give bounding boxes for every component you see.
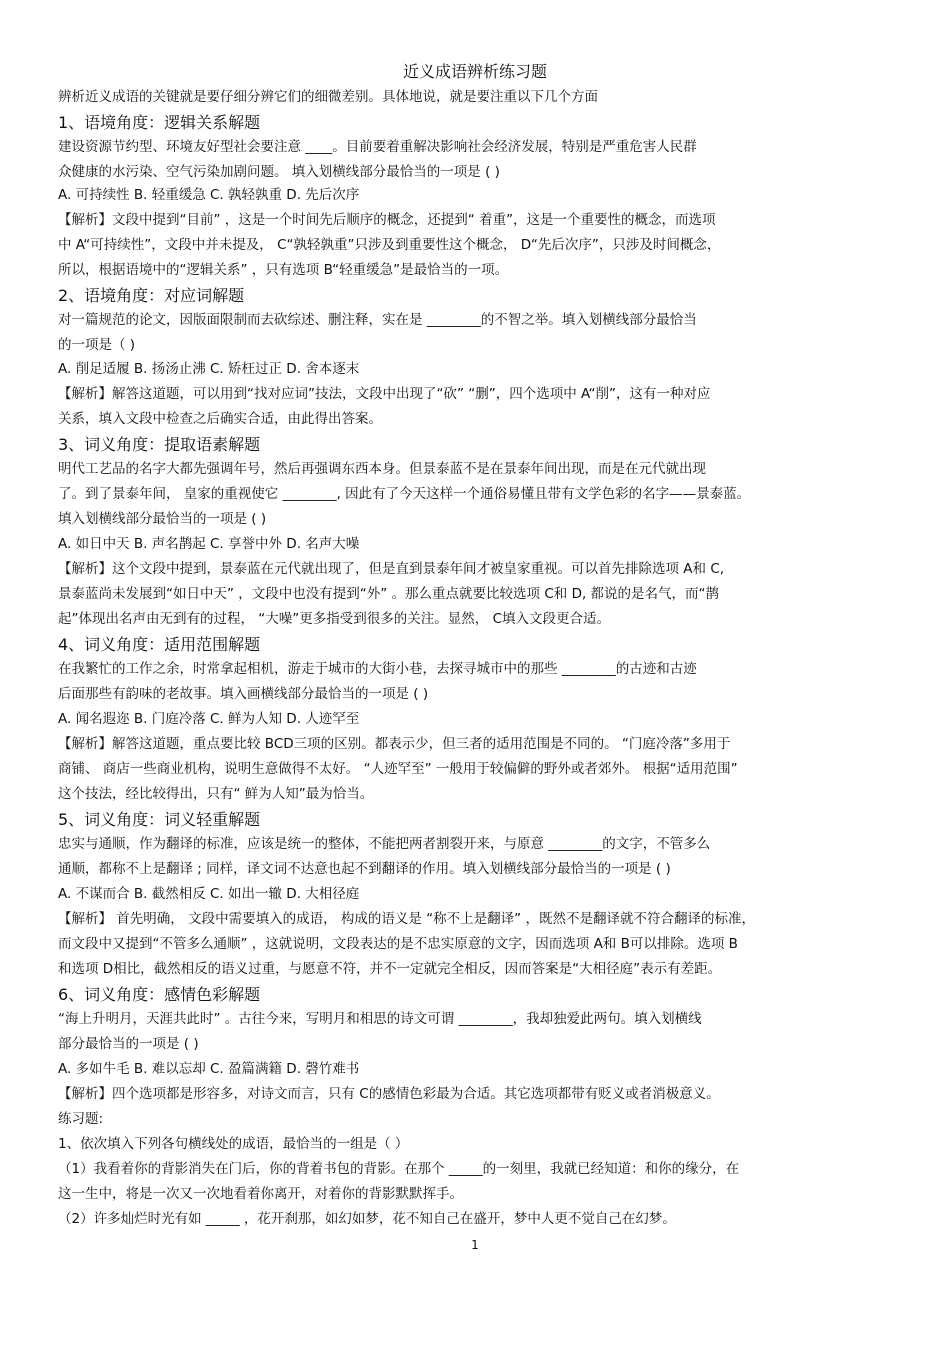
text-line: 所以，根据语境中的“逻辑关系” ，只有选项 B“轻重缓急”是最恰当的一项。 (58, 262, 509, 278)
text-line: 景泰蓝尚未发展到“如日中天” ，文段中也没有提到“外” 。那么重点就要比较选项 C和 D, 都说的是名气，而“鹊 (58, 586, 720, 602)
text-line: （1）我看着你的背影消失在门后，你的背着书包的背影。在那个 _____的一刻里，我就已经知道：和你的缘分，在 (58, 1161, 740, 1177)
text-line: 【解析】这个文段中提到，景泰蓝在元代就出现了，但是直到景泰年间才被皇家重视。可以首先排除选项 A和 C, (58, 561, 725, 577)
text-line: 【解析】四个选项都是形容多，对诗文而言，只有 C的感情色彩最为合适。其它选项都带有贬义或者消极意义。 (58, 1086, 720, 1102)
text-line: 【解析】解答这道题，可以用到“找对应词”技法，文段中出现了“砍” “删”，四个选项中 A“削”，这有一种对应 (58, 386, 711, 402)
section-heading: 2、语境角度：对应词解题 (58, 286, 245, 305)
section-heading: 5、词义角度：词义轻重解题 (58, 810, 261, 829)
text-line: 部分最恰当的一项是 ( ) (58, 1036, 199, 1052)
text-line: 而文段中又提到“不管多么通顺” ，这就说明，文段表达的是不忠实原意的文字，因而选项 A和 B可以排除。选项 B (58, 936, 738, 952)
text-line: A. 不谋而合 B. 截然相反 C. 如出一辙 D. 大相径庭 (58, 886, 360, 902)
text-line: A. 可持续性 B. 轻重缓急 C. 孰轻孰重 D. 先后次序 (58, 187, 360, 203)
text-line: 这个技法，经比较得出，只有“ 鲜为人知”最为恰当。 (58, 786, 374, 802)
text-line: 【解析】 首先明确， 文段中需要填入的成语， 构成的语义是 “称不上是翻译” ，既然不是翻译就不符合翻译的标准， (58, 911, 755, 927)
text-line: 后面那些有韵味的老故事。填入画横线部分最恰当的一项是 ( ) (58, 686, 429, 702)
text-line: A. 削足适履 B. 扬汤止沸 C. 矫枉过正 D. 舍本逐末 (58, 361, 360, 377)
text-line: A. 如日中天 B. 声名鹊起 C. 享誉中外 D. 名声大噪 (58, 536, 360, 552)
text-line: 的一项是（ ) (58, 337, 136, 353)
text-line: 对一篇规范的论文，因版面限制而去砍综述、删注释，实在是 ________的不智之举。填入划横线部分最恰当 (58, 312, 697, 328)
text-line: 建设资源节约型、环境友好型社会要注意 ____。目前要着重解决影响社会经济发展，特别是严重危害人民群 (58, 139, 697, 155)
text-line: 众健康的水污染、空气污染加剧问题。 填入划横线部分最恰当的一项是 ( ) (58, 164, 500, 180)
text-line: 和选项 D相比，截然相反的语义过重，与愿意不符，并不一定就完全相反，因而答案是“大相径庭”表示有差距。 (58, 961, 722, 977)
text-line: 通顺，都称不上是翻译 ; 同样，译文词不达意也起不到翻译的作用。填入划横线部分最恰当的一项是 ( ) (58, 861, 671, 877)
text-line: 1、依次填入下列各句横线处的成语，最恰当的一组是（ ） (58, 1136, 409, 1152)
text-line: 中 A“可持续性”，文段中并未提及， C“孰轻孰重”只涉及到重要性这个概念， D“先后次序”，只涉及时间概念， (58, 237, 721, 253)
section-heading: 4、词义角度：适用范围解题 (58, 635, 261, 654)
text-line: 了。到了景泰年间， 皇家的重视使它 ________, 因此有了今天这样一个通俗易懂且带有文学色彩的名字——景泰蓝。 (58, 486, 751, 502)
text-line: 关系，填入文段中检查之后确实合适，由此得出答案。 (58, 411, 382, 427)
text-line: （2）许多灿烂时光有如 _____ ，花开刹那，如幻如梦，花不知自己在盛开，梦中人更不觉自己在幻梦。 (58, 1211, 676, 1227)
text-line: 起”体现出名声由无到有的过程， “大噪”更多指受到很多的关注。显然， C填入文段更合适。 (58, 611, 610, 627)
text-line: “海上升明月，天涯共此时” 。古往今来，写明月和相思的诗文可谓 ________，我却独爱此两句。填入划横线 (58, 1011, 702, 1027)
page-number: 1 (471, 1238, 479, 1252)
section-heading: 1、语境角度：逻辑关系解题 (58, 113, 261, 132)
text-line: 辨析近义成语的关键就是要仔细分辨它们的细微差别。具体地说，就是要注重以下几个方面 (58, 89, 598, 105)
text-line: 明代工艺品的名字大都先强调年号，然后再强调东西本身。但景泰蓝不是在景泰年间出现，而是在元代就出现 (58, 461, 706, 477)
section-heading: 3、词义角度：提取语素解题 (58, 435, 261, 454)
text-line: A. 多如牛毛 B. 难以忘却 C. 盈篇满籍 D. 磬竹难书 (58, 1061, 360, 1077)
text-line: 在我繁忙的工作之余，时常拿起相机，游走于城市的大街小巷，去探寻城市中的那些 ________的古迹和古迹 (58, 661, 697, 677)
section-heading: 6、词义角度：感情色彩解题 (58, 985, 261, 1004)
text-line: 练习题: (58, 1111, 104, 1127)
text-line: 【解析】解答这道题，重点要比较 BCD三项的区别。都表示少，但三者的适用范围是不同的。 “门庭冷落”多用于 (58, 736, 731, 752)
text-line: 【解析】文段中提到“目前” ，这是一个时间先后顺序的概念，还提到“ 着重”，这是一个重要性的概念，而选项 (58, 212, 716, 228)
text-line: 填入划横线部分最恰当的一项是 ( ) (58, 511, 267, 527)
text-line: 这一生中，将是一次又一次地看着你离开，对着你的背影默默挥手。 (58, 1186, 463, 1202)
text-line: 忠实与通顺，作为翻译的标准，应该是统一的整体，不能把两者割裂开来，与原意 ________的文字，不管多么 (58, 836, 711, 852)
text-line: A. 闻名遐迩 B. 门庭冷落 C. 鲜为人知 D. 人迹罕至 (58, 711, 360, 727)
text-line: 商铺、 商店一些商业机构，说明生意做得不太好。 “人迹罕至” 一般用于较偏僻的野外或者郊外。 根据“适用范围” (58, 761, 738, 777)
document-title: 近义成语辨析练习题 (402, 62, 547, 81)
